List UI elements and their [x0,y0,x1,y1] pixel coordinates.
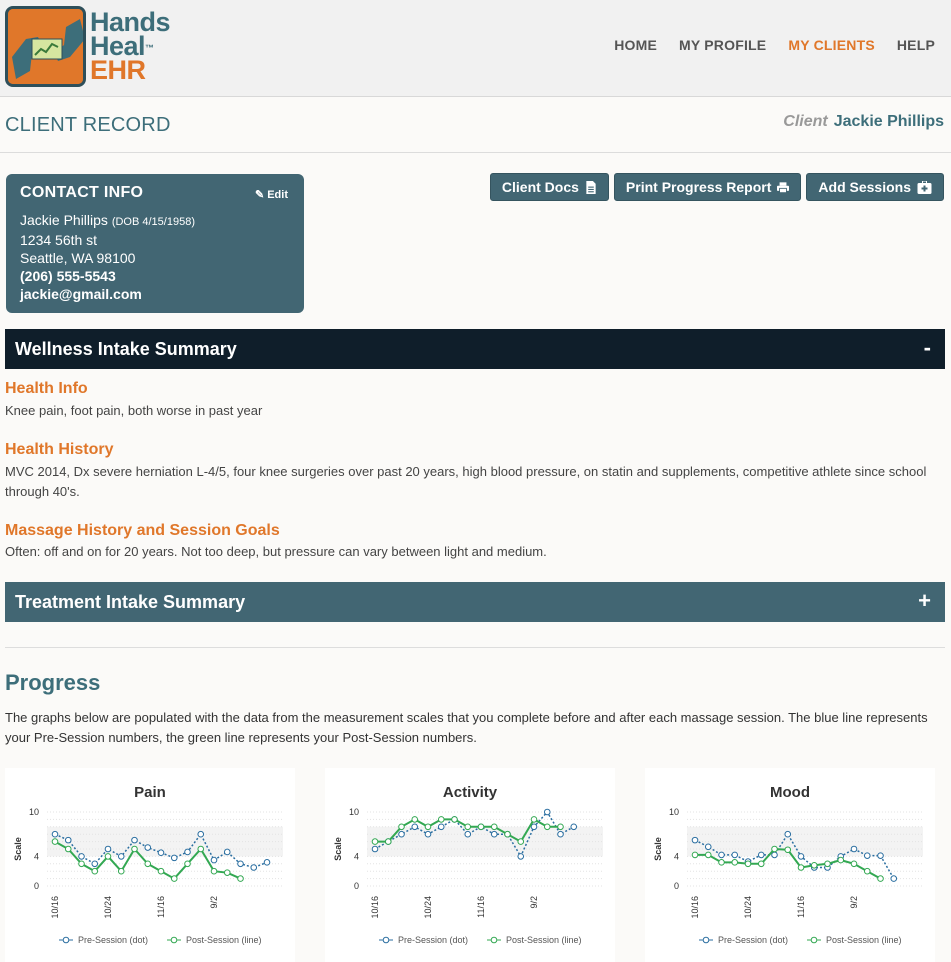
post-session-point [544,824,550,830]
pre-session-point [118,854,124,860]
post-session-point [864,868,870,874]
wellness-intake-header[interactable]: Wellness Intake Summary - [5,329,945,369]
pre-session-point [65,837,71,843]
chart-pain [5,768,295,962]
action-buttons [490,173,944,201]
chart-activity [325,768,615,962]
pre-session-point [264,860,270,866]
chart-title: Mood [770,784,810,801]
printer-icon [777,181,789,194]
legend-label: Post-Session (line) [506,935,582,945]
x-tick-label: 11/16 [476,896,486,918]
x-tick-label: 10/16 [370,896,380,919]
y-tick-label: 0 [353,881,359,891]
nav-home[interactable]: HOME [614,37,658,53]
post-session-point [118,868,124,874]
pre-session-point [198,831,204,837]
nav-my-profile[interactable]: MY PROFILE [679,37,767,53]
massage-history-text: Often: off and on for 20 years. Not too deep, but pressure can vary between light and medium. [5,544,547,559]
post-session-point [132,846,138,852]
post-session-point [531,817,537,823]
post-session-point [452,817,458,823]
pre-session-point [399,831,405,837]
treatment-intake-header[interactable]: Treatment Intake Summary + [5,582,945,622]
post-session-point [399,824,405,830]
post-session-point [518,839,524,845]
x-tick-label: 11/16 [796,896,806,918]
post-session-point [224,870,230,876]
main-nav [614,37,935,53]
x-tick-label: 9/2 [209,896,219,909]
y-tick-label: 10 [668,807,679,817]
pre-session-point [878,853,884,859]
post-session-point [811,862,817,868]
pre-session-point [544,809,550,815]
y-tick-label: 4 [33,851,39,862]
post-session-point [92,868,98,874]
health-info-text: Knee pain, foot pain, both worse in past year [5,403,263,418]
post-session-point [758,861,764,867]
post-session-point [465,824,471,830]
massage-history-heading: Massage History and Session Goals [5,522,280,539]
pre-session-point [558,831,564,837]
post-session-point [558,824,564,830]
pre-session-point [132,837,138,843]
post-session-point [785,847,791,853]
post-session-point [851,861,857,867]
y-axis-label: Scale [653,837,663,861]
post-session-point [412,817,418,823]
post-session-point [745,861,751,867]
post-session-point [79,861,85,867]
nav-my-clients[interactable]: MY CLIENTS [788,37,875,53]
y-axis-label: Scale [333,837,343,861]
x-tick-label: 10/24 [103,896,113,919]
contact-info-title: CONTACT INFO [20,184,144,201]
pre-session-point [224,849,230,855]
x-tick-label: 10/16 [690,896,700,919]
y-tick-label: 0 [33,881,39,891]
hands-logo-icon [5,6,86,87]
post-session-point [198,846,204,852]
pre-session-point [692,837,698,843]
expand-toggle[interactable]: + [918,588,931,613]
x-tick-label: 10/24 [423,896,433,919]
section-divider [5,647,945,648]
pre-session-point [251,865,257,871]
document-icon [585,181,597,194]
chart-title: Pain [134,784,166,801]
pre-session-point [518,854,524,860]
contact-street: 1234 56th st [20,232,98,248]
post-session-point [145,861,151,867]
collapse-toggle[interactable]: - [923,335,931,360]
contact-name: Jackie Phillips [20,212,108,228]
contact-email[interactable]: jackie@gmail.com [20,286,142,302]
edit-contact-button[interactable]: ✎ Edit [254,189,288,201]
print-progress-report-button[interactable]: Print Progress Report [614,173,801,201]
post-session-point [52,839,58,845]
contact-dob: (DOB 4/15/1958) [111,216,195,228]
client-label: Client [783,113,828,130]
pre-session-point [171,855,177,861]
record-bar [0,98,951,153]
post-session-point [692,852,698,858]
x-tick-label: 9/2 [529,896,539,909]
legend-label: Pre-Session (dot) [718,935,789,945]
pre-session-point [719,852,725,858]
post-session-point [158,868,164,874]
y-tick-label: 0 [673,881,679,891]
post-session-point [719,860,725,866]
legend-marker [171,937,177,943]
post-session-point [211,868,217,874]
pre-session-point [105,846,111,852]
chart-svg [645,768,935,962]
x-tick-label: 10/16 [50,896,60,919]
pre-session-point [571,824,577,830]
client-name: Jackie Phillips [833,113,944,130]
pre-session-point [438,824,444,830]
post-session-point [491,824,497,830]
pre-session-point [772,852,778,858]
x-tick-label: 10/24 [743,896,753,919]
post-session-point [838,857,844,863]
post-session-point [478,824,484,830]
pre-session-point [851,846,857,852]
post-session-point [878,876,884,882]
post-session-point [65,846,71,852]
pre-session-point [372,846,378,852]
post-session-point [825,861,831,867]
post-session-point [185,861,191,867]
pre-session-point [732,852,738,858]
post-session-point [505,831,511,837]
pre-session-point [158,850,164,856]
client-docs-button[interactable]: Client Docs [490,173,609,201]
y-tick-label: 4 [673,851,679,862]
y-axis-label: Scale [13,837,23,861]
health-history-heading: Health History [5,441,114,458]
y-tick-label: 10 [348,807,359,817]
chart-title: Activity [442,784,498,801]
pre-session-point [425,831,431,837]
legend-label: Pre-Session (dot) [78,935,149,945]
x-tick-label: 9/2 [849,896,859,909]
legend-marker [63,937,69,943]
post-session-point [171,876,177,882]
chart-svg [325,768,615,962]
legend-marker [703,937,709,943]
pre-session-point [412,824,418,830]
legend-label: Post-Session (line) [186,935,262,945]
pre-session-point [531,824,537,830]
chart-mood [645,768,935,962]
chart-svg [5,768,295,962]
post-session-point [238,876,244,882]
pre-session-point [52,831,58,837]
post-session-point [105,854,111,860]
progress-heading: Progress [5,670,101,695]
post-session-point [705,852,711,858]
pre-session-point [185,849,191,855]
contact-city: Seattle, WA 98100 [20,250,136,266]
top-header [0,0,951,97]
pencil-icon: ✎ [254,189,265,201]
pre-session-point [891,876,897,882]
pre-session-point [864,853,870,859]
legend-marker [491,937,497,943]
add-sessions-button[interactable]: Add Sessions [806,173,944,201]
post-session-point [798,865,804,871]
post-session-point [438,817,444,823]
post-session-point [385,839,391,845]
pre-session-point [758,852,764,858]
pre-session-point [705,844,711,850]
brand-logo[interactable] [5,6,173,88]
pre-session-point [211,857,217,863]
contact-phone[interactable]: (206) 555-5543 [20,268,116,284]
pre-session-point [238,861,244,867]
legend-label: Post-Session (line) [826,935,902,945]
client-indicator [783,113,944,131]
legend-label: Pre-Session (dot) [398,935,469,945]
legend-marker [811,937,817,943]
nav-help[interactable]: HELP [896,37,935,53]
y-tick-label: 10 [28,807,39,817]
pre-session-point [92,861,98,867]
post-session-point [425,824,431,830]
pre-session-point [79,854,85,860]
pre-session-point [785,831,791,837]
pre-session-point [491,831,497,837]
page-title: CLIENT RECORD [5,114,171,136]
post-session-point [372,839,378,845]
pre-session-point [145,845,151,851]
y-tick-label: 4 [353,851,359,862]
medkit-icon [917,181,932,194]
progress-description: The graphs below are populated with the data from the measurement scales that you complete before and after each massage session. The blue line represents your Pre-Session numbers, the green line represents your Post-Session numbers. [5,710,928,745]
health-history-text: MVC 2014, Dx severe herniation L-4/5, four knee surgeries over past 20 years, high blood pressure, on statin and supplements, competitive athlete since school through 40's. [5,464,927,499]
contact-info-card [6,174,304,313]
brand-wordmark: Hands Heal™ EHR [90,7,171,85]
pre-session-point [465,831,471,837]
health-info-heading: Health Info [5,380,88,397]
post-session-point [772,846,778,852]
legend-marker [383,937,389,943]
post-session-point [732,860,738,866]
pre-session-point [798,854,804,860]
x-tick-label: 11/16 [156,896,166,918]
